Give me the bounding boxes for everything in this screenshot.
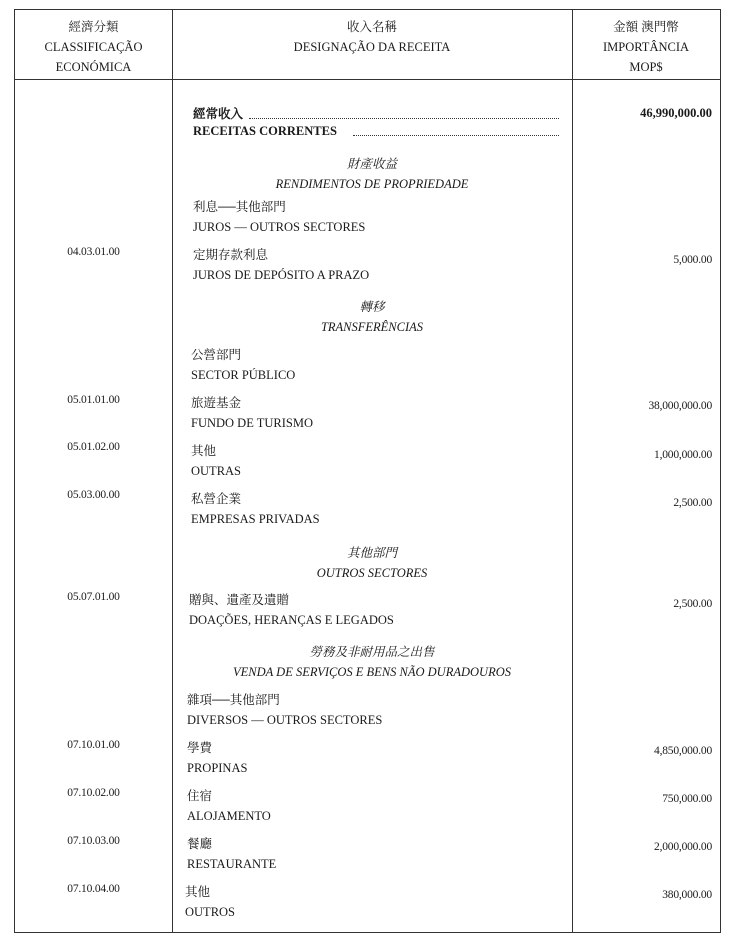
- row-amount: 750,000.00: [662, 793, 712, 805]
- group-label-pt: SECTOR PÚBLICO: [191, 368, 296, 382]
- row-label-pt: FUNDO DE TURISMO: [191, 416, 314, 430]
- row-label-zh: 學費: [187, 741, 213, 755]
- header-divider: [15, 79, 720, 80]
- group-label-zh: 雜項──其他部門: [187, 693, 280, 707]
- row-amount: 1,000,000.00: [654, 449, 712, 461]
- row-label-pt: JUROS DE DEPÓSITO A PRAZO: [193, 268, 370, 282]
- total-amount: 46,990,000.00: [640, 106, 712, 120]
- row-label-pt: ALOJAMENTO: [187, 809, 271, 823]
- row-label-pt: DOAÇÕES, HERANÇAS E LEGADOS: [189, 613, 394, 627]
- header-designation: 收入名稱 DESIGNAÇÃO DA RECEITA: [293, 20, 451, 54]
- row-label-zh: 住宿: [187, 789, 213, 803]
- row-label-zh: 其他: [191, 444, 217, 458]
- row-code: 07.10.02.00: [67, 787, 120, 799]
- row-label-zh: 其他: [185, 885, 211, 899]
- total-label-pt: RECEITAS CORRENTES: [193, 124, 337, 138]
- row-code: 07.10.04.00: [67, 883, 120, 895]
- revenue-table: [14, 9, 721, 933]
- row-code: 04.03.01.00: [67, 246, 120, 258]
- row-code: 07.10.03.00: [67, 835, 120, 847]
- row-label-zh: 定期存款利息: [193, 248, 269, 262]
- row-code: 07.10.01.00: [67, 739, 120, 751]
- row-code: 05.01.02.00: [67, 441, 120, 453]
- group-label-zh: 利息──其他部門: [193, 200, 286, 214]
- row-label-zh: 餐廳: [187, 837, 213, 851]
- leader-dots: [353, 135, 559, 136]
- row-label-pt: RESTAURANTE: [187, 857, 277, 871]
- row-amount: 2,500.00: [673, 497, 712, 509]
- row-amount: 380,000.00: [662, 889, 712, 901]
- total-label-zh: 經常收入: [193, 107, 244, 121]
- row-code: 05.01.01.00: [67, 394, 120, 406]
- column-divider: [572, 10, 573, 932]
- header-amount: 金額 澳門幣 IMPORTÂNCIA MOP$: [602, 20, 690, 74]
- section-heading: 財產收益 RENDIMENTOS DE PROPRIEDADE: [275, 157, 469, 191]
- column-divider: [172, 10, 173, 932]
- row-label-zh: 私營企業: [191, 492, 242, 506]
- section-heading: 轉移 TRANSFERÊNCIAS: [320, 300, 424, 334]
- leader-dots: [249, 118, 559, 119]
- row-amount: 2,500.00: [673, 598, 712, 610]
- section-heading: 勞務及非耐用品之出售 VENDA DE SERVIÇOS E BENS NÃO DURADOUROS: [233, 645, 511, 679]
- row-amount: 4,850,000.00: [654, 745, 712, 757]
- row-code: 05.03.00.00: [67, 489, 120, 501]
- row-amount: 5,000.00: [673, 254, 712, 266]
- row-amount: 38,000,000.00: [648, 400, 712, 412]
- row-label-pt: OUTROS: [185, 905, 236, 919]
- row-code: 05.07.01.00: [67, 591, 120, 603]
- group-label-pt: JUROS — OUTROS SECTORES: [193, 220, 366, 234]
- group-label-pt: DIVERSOS — OUTROS SECTORES: [187, 713, 383, 727]
- row-label-zh: 贈與、遺產及遺贈: [189, 593, 290, 607]
- row-label-pt: PROPINAS: [187, 761, 248, 775]
- row-amount: 2,000,000.00: [654, 841, 712, 853]
- header-classification: 經濟分類 CLASSIFICAÇÃO ECONÓMICA: [44, 20, 143, 74]
- row-label-pt: OUTRAS: [191, 464, 242, 478]
- row-label-zh: 旅遊基金: [191, 396, 242, 410]
- section-heading: 其他部門 OUTROS SECTORES: [316, 546, 428, 580]
- row-label-pt: EMPRESAS PRIVADAS: [191, 512, 320, 526]
- group-label-zh: 公營部門: [191, 348, 242, 362]
